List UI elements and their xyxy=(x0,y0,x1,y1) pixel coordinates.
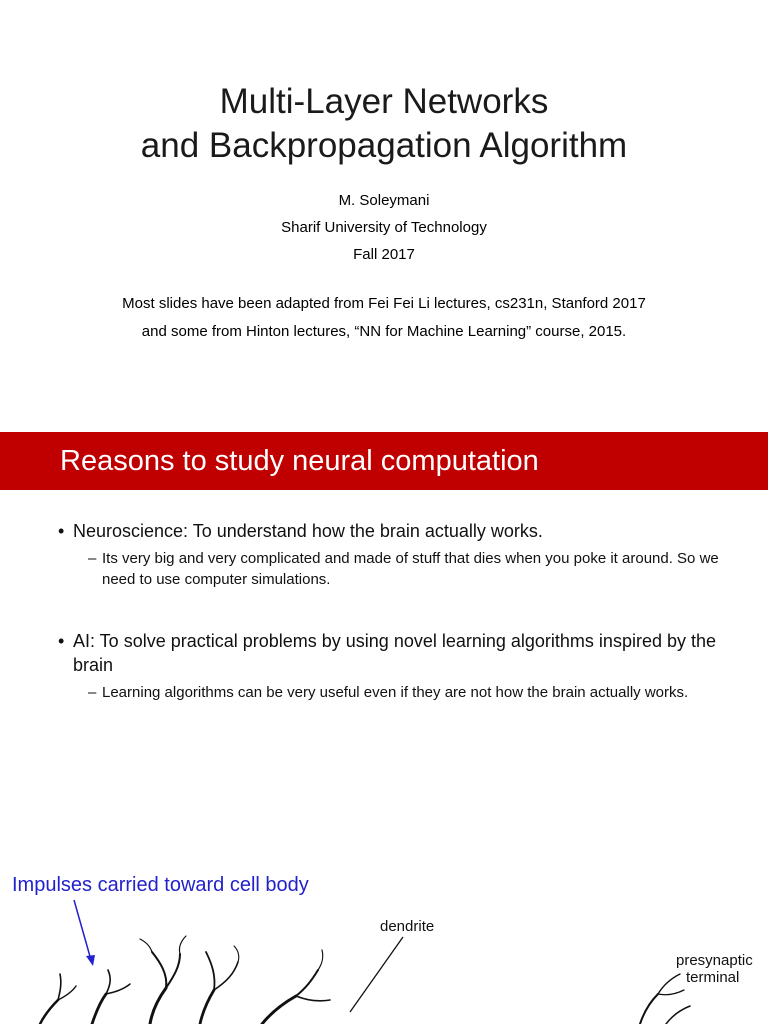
slide-heading: Reasons to study neural computation xyxy=(60,445,539,477)
sub-bullet-ai xyxy=(88,682,728,703)
dendrite-label: dendrite xyxy=(380,918,435,935)
impulses-label: Impulses carried toward cell body xyxy=(12,874,309,896)
author-affiliation: Sharif University of Technology xyxy=(281,219,487,236)
bullet-ai xyxy=(58,629,738,677)
slide-title xyxy=(0,80,768,168)
dendrite-branches xyxy=(40,936,330,1024)
bullet-dot-icon: • xyxy=(58,521,65,541)
slide-header-banner xyxy=(0,432,768,490)
sub-bullet-text: Learning algorithms can be very useful even if they are not how the brain actually works. xyxy=(102,684,689,701)
course-term: Fall 2017 xyxy=(353,246,415,263)
author-name: M. Soleymani xyxy=(338,192,430,209)
presynaptic-line-2: terminal xyxy=(686,969,740,986)
neuron-slide xyxy=(0,824,768,1024)
dash-icon: – xyxy=(88,550,97,567)
bullet-text: AI: To solve practical problems by using novel learning algorithms inspired by the brain xyxy=(73,631,716,675)
title-slide xyxy=(0,0,768,432)
impulse-arrow-icon xyxy=(74,900,95,966)
title-line-1: Multi-Layer Networks xyxy=(219,82,549,121)
credits-line-1: Most slides have been adapted from Fei Fei Li lectures, cs231n, Stanford 2017 xyxy=(122,295,646,312)
credits-block xyxy=(0,290,768,346)
sub-bullet-neuroscience xyxy=(88,548,728,590)
presynaptic-line-1: presynaptic xyxy=(676,952,753,969)
sub-bullet-text: Its very big and very complicated and made of stuff that dies when you poke it around. So we need to use computer simulations. xyxy=(102,550,719,588)
author-block xyxy=(0,187,768,268)
reasons-slide xyxy=(0,432,768,824)
dendrite-pointer-line xyxy=(350,937,403,1012)
presynaptic-label xyxy=(676,952,753,986)
title-line-2: and Backpropagation Algorithm xyxy=(140,126,628,165)
credits-line-2: and some from Hinton lectures, “NN for Machine Learning” course, 2015. xyxy=(141,323,627,340)
bullet-neuroscience xyxy=(58,519,738,543)
bullet-text: Neuroscience: To understand how the brain actually works. xyxy=(73,521,543,541)
dash-icon: – xyxy=(88,684,97,701)
bullet-dot-icon: • xyxy=(58,631,65,651)
